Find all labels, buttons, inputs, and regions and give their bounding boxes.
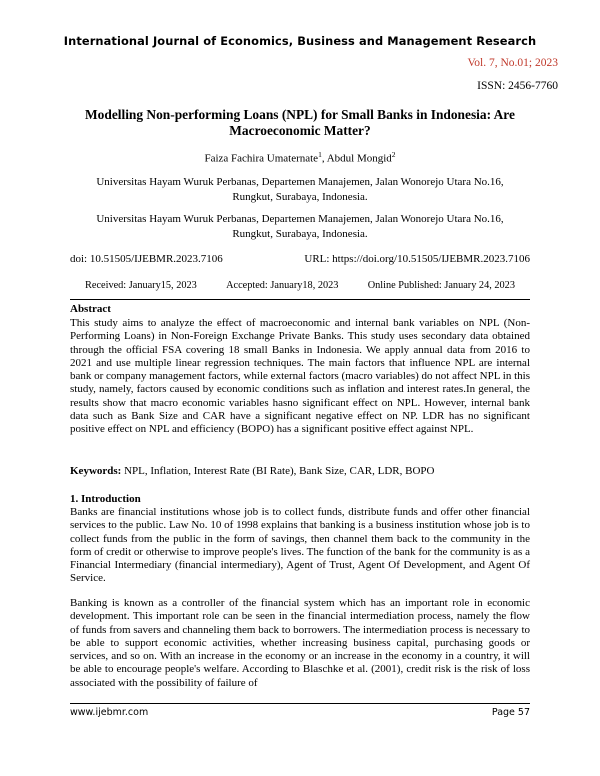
abstract-text: This study aims to analyze the effect of macroeconomic and internal bank variables on NPL (Non-Performing Loans) in Non-Foreign Exchange Private Banks. This study uses secondary data obtained through the official FSA covering 18 small Banks in Indonesia. We apply annual data from 2016 to 2021 and use multiple linear regression techniques. The main factors that influence NPL are internal bank or company management factors, while external factors (macro variables) do not affect NPL in this study, namely, factors caused by economic conditions such as inflation and interest rates.In general, the results show that macro economic variables hasno significant effect on NPL. However, internal bank data such as Bank Size and CAR have a significant negative effect on NP. LDR has no significant positive effect on NPL and efficiency (BOPO) has a significant positive effect against NPL. — [70, 317, 531, 436]
affiliation-2-line-1: Universitas Hayam Wuruk Perbanas, Departemen Manajemen, Jalan Wonorejo Utara No.16, — [96, 213, 504, 225]
divider — [70, 299, 530, 300]
issn: ISSN: 2456-7760 — [477, 80, 558, 92]
publication-dates — [85, 280, 515, 291]
keywords — [70, 465, 530, 477]
footer — [70, 707, 530, 718]
author-2-affiliation-mark: 2 — [391, 150, 396, 159]
affiliation-2-line-2: Rungkut, Surabaya, Indonesia. — [232, 227, 368, 240]
affiliation-1-line-1: Universitas Hayam Wuruk Perbanas, Departemen Manajemen, Jalan Wonorejo Utara No.16, — [96, 176, 504, 188]
accepted-date: Accepted: January18, 2023 — [226, 280, 339, 291]
doi-row — [70, 253, 530, 265]
received-date: Received: January15, 2023 — [85, 280, 197, 291]
introduction-heading: 1. Introduction — [70, 493, 141, 505]
journal-name: International Journal of Economics, Business and Management Research — [63, 34, 537, 48]
authors — [70, 150, 530, 165]
title-line-2: Macroeconomic Matter? — [229, 123, 371, 138]
keywords-list: NPL, Inflation, Interest Rate (BI Rate), Bank Size, CAR, LDR, BOPO — [121, 465, 435, 477]
title-line-1: Modelling Non-performing Loans (NPL) for Small Banks in Indonesia: Are — [85, 107, 515, 122]
website-link[interactable]: www.ijebmr.com — [70, 707, 149, 718]
abstract-heading: Abstract — [70, 303, 111, 315]
introduction-paragraph-1: Banks are financial institutions whose job is to collect funds, distribute funds and offer other financial services to the public. Law No. 10 of 1998 explains that banking is a business institution whose job is to collect funds from the public in the form of savings, then channel them back to the community in the form of credit or otherwise to improve people's lives. The function of the bank for the community is as a Financial Intermediary (financial intermediary), Agent of Trust, Agent Of Development, and Agent Of Service. — [70, 506, 530, 585]
introduction-paragraph-2: Banking is known as a controller of the financial system which has an important role in economic development. This important role can be seen in the financial intermediation process, namely the flow of funds from savers and channeling them back to borrowers. The intermediation process is necessary to be able to support economic activities, whether increasing business capital, purchasing goods or services, and so on. With an increase in the economy or an increase in the economy in a country, it will be able to encourage people's welfare. According to Blaschke et al. (2001), credit risk is the risk of loss associated with the possibility of failure of — [70, 597, 530, 689]
footer-divider — [70, 703, 530, 704]
author-1: Faiza Fachira Umaternate — [204, 152, 319, 165]
affiliation-1 — [70, 175, 530, 204]
page-number: Page 57 — [491, 707, 530, 718]
author-1-affiliation-mark: 1 — [318, 150, 322, 159]
doi: doi: 10.51505/IJEBMR.2023.7106 — [70, 253, 223, 265]
affiliation-2 — [70, 212, 530, 241]
doi-url-link[interactable]: URL: https://doi.org/10.51505/IJEBMR.2023.7106 — [304, 253, 530, 265]
author-2: , Abdul Mongid — [321, 152, 392, 165]
published-date: Online Published: January 24, 2023 — [367, 280, 515, 291]
affiliation-1-line-2: Rungkut, Surabaya, Indonesia. — [232, 190, 368, 203]
keywords-label: Keywords: — [70, 465, 122, 477]
article-title — [70, 107, 530, 139]
volume-issue: Vol. 7, No.01; 2023 — [467, 57, 558, 69]
